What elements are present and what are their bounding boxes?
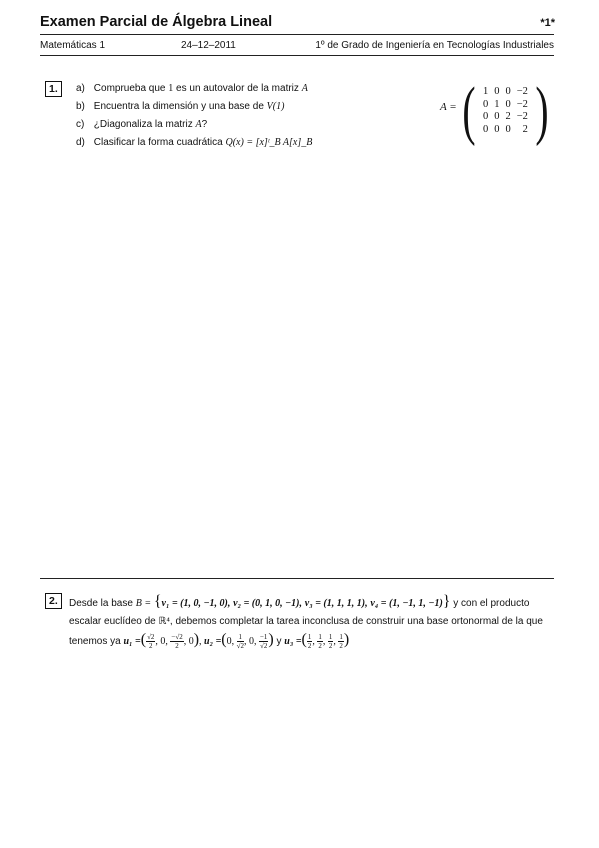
- matrix-cell: −2: [516, 86, 528, 97]
- item-label: d): [76, 137, 85, 148]
- matrix-row: [480, 124, 531, 137]
- item-math: A: [301, 83, 308, 94]
- item-label: b): [76, 101, 85, 112]
- item-label: c): [76, 119, 85, 130]
- section-divider: [40, 578, 554, 579]
- matrix-row: [480, 86, 531, 99]
- fraction: $\frac{-√2}{2}$: [171, 632, 183, 650]
- brace-close: }: [442, 593, 451, 610]
- q2-text: y: [273, 636, 285, 647]
- q1-item-c: [76, 119, 207, 130]
- q2-vector: u₂ =: [204, 636, 222, 647]
- matrix-cell: −2: [516, 98, 528, 110]
- exam-title: Examen Parcial de Álgebra Lineal: [40, 14, 273, 30]
- item-text: ?: [201, 119, 208, 130]
- question-2-number: 2.: [45, 593, 62, 609]
- item-math: 1: [168, 83, 174, 94]
- matrix-table: [480, 86, 531, 136]
- item-text: Clasificar la forma cuadrática: [93, 137, 226, 148]
- item-text: es un autovalor de la matriz: [173, 83, 302, 94]
- item-math: A: [195, 119, 202, 130]
- matrix-cell: 0: [494, 123, 500, 135]
- q2-math: B =: [135, 598, 152, 609]
- paren: (: [221, 631, 227, 648]
- matrix-cell: 0: [482, 111, 489, 122]
- left-paren: (: [462, 74, 476, 147]
- q2-vector: v₄ = (1, −1, 1, −1): [370, 598, 443, 609]
- item-label: a): [76, 83, 85, 94]
- fraction: $\frac{1}{√2}$: [236, 632, 244, 650]
- brace-open: {: [153, 593, 162, 610]
- matrix-cell: 0: [505, 123, 511, 135]
- item-text: Encuentra la dimensión y una base de: [93, 101, 267, 112]
- paren: ): [343, 631, 350, 648]
- q1-item-a: [76, 83, 308, 94]
- matrix-cell: 0: [494, 111, 500, 122]
- question-2-text: Desde la base B = {v₁ = (1, 0, −1, 0), v₂ = (0, 1, 0, −1), v₃ = (1, 1, 1, 1), v₄ = (1, −1, 1, −1)} y con el producto escalar euclídeo de ℝ⁴, debemos completar la tarea inconclusa de construir una base ortonormal de la que tenemos ya u₁ =( $\frac{√2}{2}$ , 0, $\frac{-√2}{2}$ , 0), u₂ =(0, $\frac{1}{√2}$ , 0, $\frac{-1}{√2}$ ) y u₃ =( $\frac{1}{2}$ , $\frac{1}{2}$ , $\frac{1}{2}$ , $\frac{1}{2}$ ): [69, 593, 543, 650]
- q2-vector: v₂ = (0, 1, 0, −1),: [233, 598, 303, 609]
- q2-text: , debemos completar la tarea inconclusa de construir una base ortonormal de la que tenemos ya: [69, 616, 543, 647]
- matrix-cell: 0: [494, 86, 500, 97]
- matrix-cell: 2: [522, 123, 528, 135]
- matrix-cell: 0: [482, 123, 489, 135]
- degree-label: 1º de Grado de Ingeniería en Tecnologías Industriales: [315, 40, 554, 51]
- q2-text: Desde la base: [69, 598, 136, 609]
- matrix-cell: 1: [482, 86, 489, 97]
- matrix-cell: 1: [494, 98, 500, 110]
- q1-item-d: [76, 137, 312, 148]
- paren: (: [301, 631, 307, 648]
- fraction: $\frac{1}{2}$: [318, 632, 322, 650]
- matrix-cell: 0: [482, 98, 489, 110]
- q2-vector: v₁ = (1, 0, −1, 0),: [161, 598, 231, 609]
- item-text: Comprueba que: [93, 83, 169, 94]
- fraction: $\frac{1}{2}$: [307, 632, 312, 650]
- subheader-rule: [40, 55, 554, 56]
- exam-date: 24–12–2011: [181, 40, 236, 51]
- paren: (: [140, 631, 147, 648]
- matrix-label: A =: [440, 101, 457, 113]
- matrix-cell: 2: [505, 111, 511, 122]
- paren: ): [268, 631, 274, 648]
- q2-math: ℝ⁴: [158, 616, 170, 627]
- fraction: $\frac{1}{2}$: [339, 632, 343, 650]
- matrix-cell: −2: [516, 111, 528, 122]
- question-1-number: 1.: [45, 81, 62, 97]
- item-math: Q(x) = [x]ᵗ_B A[x]_B: [225, 137, 313, 148]
- matrix-cell: 0: [505, 86, 511, 97]
- paren: ): [193, 631, 200, 648]
- item-text: ¿Diagonaliza la matriz: [93, 119, 196, 130]
- fraction: $\frac{√2}{2}$: [147, 632, 155, 650]
- subject-label: Matemáticas 1: [40, 40, 106, 51]
- fraction: $\frac{-1}{√2}$: [259, 632, 268, 650]
- q2-vector: u₁ =: [123, 636, 141, 647]
- matrix-row: [480, 111, 531, 124]
- q2-text: y con el producto escalar euclídeo de: [69, 598, 530, 627]
- header-rule: [40, 34, 554, 35]
- right-paren: ): [535, 74, 549, 147]
- fraction: $\frac{1}{2}$: [328, 632, 333, 650]
- matrix-cell: 0: [505, 98, 511, 110]
- q1-item-b: [76, 101, 284, 112]
- page-mark: *1*: [540, 17, 555, 29]
- q2-vector: u₃ =: [284, 636, 302, 647]
- matrix-row: [480, 99, 531, 112]
- q2-vector: v₃ = (1, 1, 1, 1),: [304, 598, 368, 609]
- matrix-a: [458, 74, 553, 147]
- item-math: V(1): [266, 101, 285, 112]
